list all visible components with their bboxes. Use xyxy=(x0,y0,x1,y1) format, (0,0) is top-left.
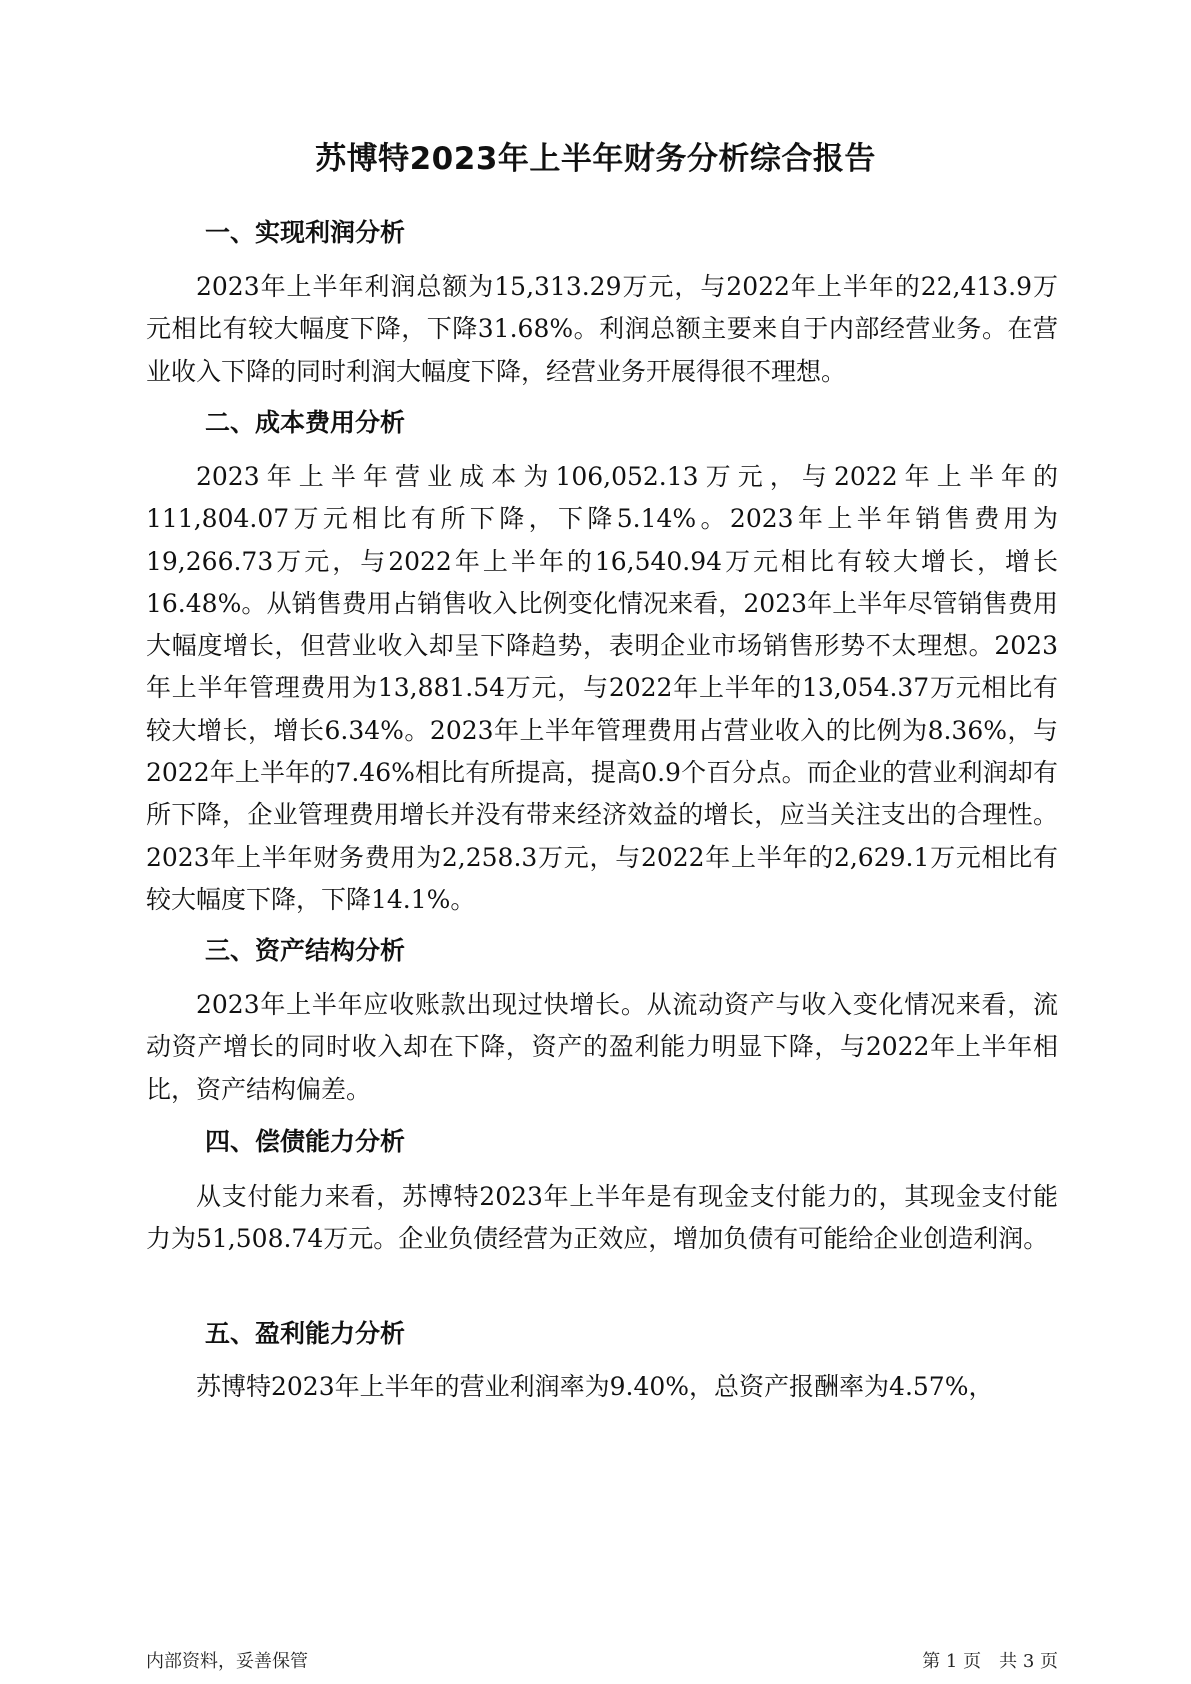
section-paragraph-profitability: 苏博特2023年上半年的营业利润率为9.40%，总资产报酬率为4.57%， xyxy=(196,1372,994,1401)
section-paragraph-solvency: 从支付能力来看，苏博特2023年上半年是有现金支付能力的，其现金支付能力为51,508.74万元。企业负债经营为正效应，增加负债有可能给企业创造利润。 xyxy=(146,1182,1058,1254)
section-paragraph-asset: 2023年上半年应收账款出现过快增长。从流动资产与收入变化情况来看，流动资产增长的同时收入却在下降，资产的盈利能力明显下降，与2022年上半年相比，资产结构偏差。 xyxy=(146,990,1058,1104)
section-heading-profit: 一、实现利润分析 xyxy=(205,218,406,247)
section-heading-solvency: 四、偿债能力分析 xyxy=(205,1127,406,1156)
footer-confidential-note: 内部资料，妥善保管 xyxy=(146,1651,308,1672)
section-heading-profitability: 五、盈利能力分析 xyxy=(205,1319,406,1348)
section-paragraph-cost: 2023年上半年营业成本为106,052.13万元，与2022年上半年的111,804.07万元相比有所下降，下降5.14%。2023年上半年销售费用为19,266.73万元，与2022年上半年的16,540.94万元相比有较大增长，增长16.48%。从销售费用占销售收入比例变化情况来看，2023年上半年尽管销售费用大幅度增长，但营业收入却呈下降趋势，表明企业市场销售形势不太理想。2023年上半年管理费用为13,881.54万元，与2022年上半年的13,054.37万元相比有较大增长，增长6.34%。2023年上半年管理费用占营业收入的比例为8.36%，与2022年上半年的7.46%相比有所提高，提高0.9个百分点。而企业的营业利润却有所下降，企业管理费用增长并没有带来经济效益的增长，应当关注支出的合理性。2023年上半年财务费用为2,258.3万元，与2022年上半年的2,629.1万元相比有较大幅度下降，下降14.1%。 xyxy=(146,462,1058,914)
page-title: 苏博特2023年上半年财务分析综合报告 xyxy=(315,141,876,177)
section-heading-asset: 三、资产结构分析 xyxy=(205,936,406,965)
section-paragraph-profit: 2023年上半年利润总额为15,313.29万元，与2022年上半年的22,413.9万元相比有较大幅度下降，下降31.68%。利润总额主要来自于内部经营业务。在营业收入下降的同时利润大幅度下降，经营业务开展得很不理想。 xyxy=(146,272,1058,386)
section-heading-cost: 二、成本费用分析 xyxy=(205,408,406,437)
footer-page-number: 第 1 页 共 3 页 xyxy=(922,1651,1058,1672)
